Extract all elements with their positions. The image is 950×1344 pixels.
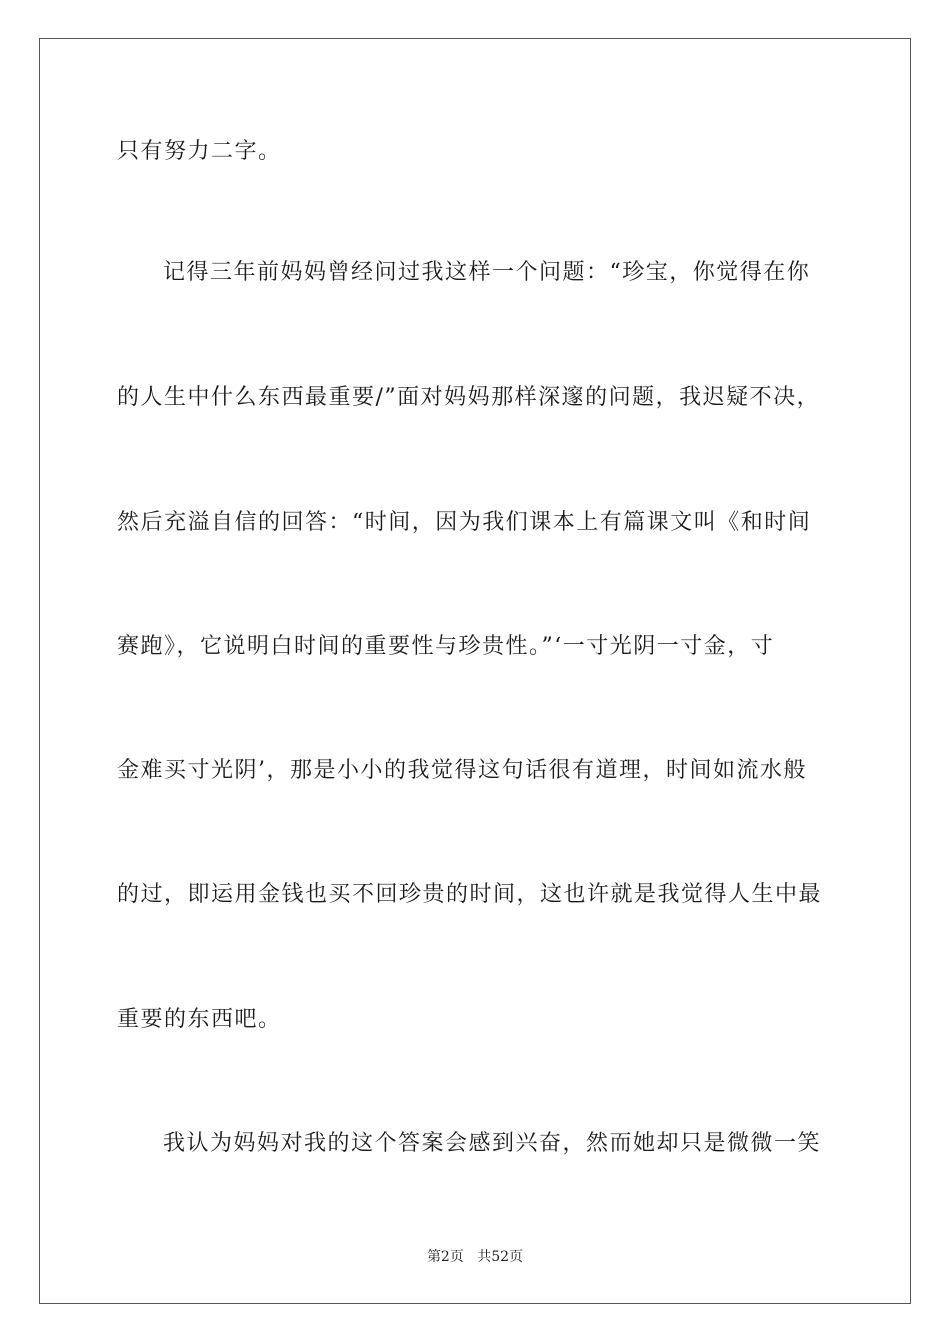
paragraph-line: 然后充溢自信的回答：“时间，因为我们课本上有篇课文叫《和时间 bbox=[117, 510, 812, 535]
paragraph-line: 赛跑》，它说明白时间的重要性与珍贵性。”‘一寸光阴一寸金，寸 bbox=[117, 634, 775, 659]
page-border bbox=[39, 38, 911, 1304]
page-footer bbox=[0, 1248, 950, 1266]
paragraph-line: 的过，即运用金钱也买不回珍贵的时间，这也许就是我觉得人生中最 bbox=[117, 882, 823, 907]
paragraph-line: 只有努力二字。 bbox=[117, 139, 282, 164]
paragraph-line: 金难买寸光阴’，那是小小的我觉得这句话很有道理，时间如流水般 bbox=[117, 758, 807, 783]
page-number: 第2页 bbox=[426, 1249, 464, 1265]
paragraph-line: 重要的东西吧。 bbox=[117, 1007, 282, 1032]
paragraph-line: 记得三年前妈妈曾经问过我这样一个问题：“珍宝，你觉得在你 bbox=[163, 260, 811, 285]
paragraph-line: 我认为妈妈对我的这个答案会感到兴奋，然而她却只是微微一笑 bbox=[163, 1131, 822, 1156]
page-total: 共52页 bbox=[477, 1249, 524, 1265]
paragraph-line: 的人生中什么东西最重要/”面对妈妈那样深邃的问题，我迟疑不决， bbox=[117, 385, 821, 410]
